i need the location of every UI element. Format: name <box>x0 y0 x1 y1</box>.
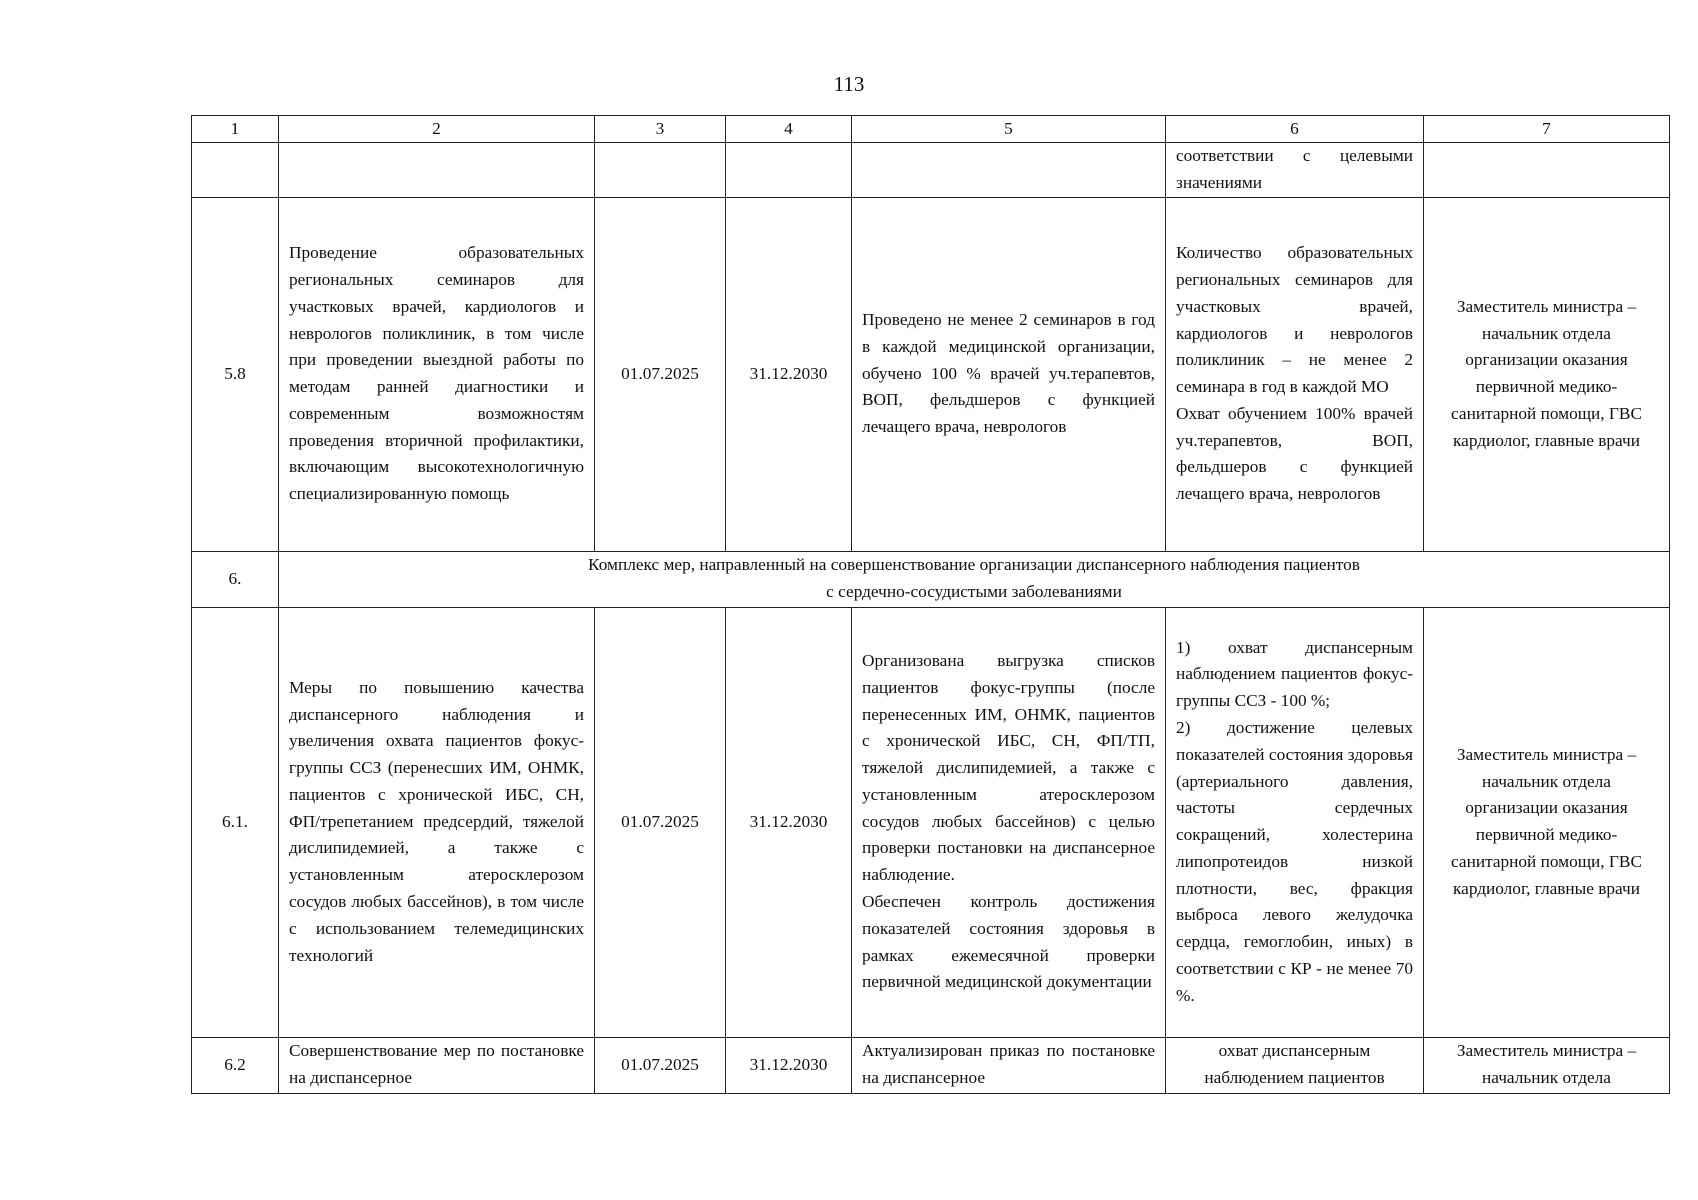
section-title <box>279 551 1670 607</box>
row-number: 6.1. <box>192 607 279 1037</box>
result-cell: Актуализирован приказ по постановке на диспансерное <box>852 1037 1166 1093</box>
table-row <box>192 607 1670 1037</box>
result-cell <box>852 607 1166 1037</box>
indicator-text: Охват обучением 100% врачей уч.терапевтов, ВОП, фельдшеров с функцией лечащего врача, неврологов <box>1176 403 1413 504</box>
column-header: 6 <box>1166 116 1424 143</box>
indicator-text: 2) достижение целевых показателей состояния здоровья (артериального давления, частоты сердечных сокращений, холестерина липопротеидов низкой плотности, вес, фракция выброса левого желудочка сердца, гемоглобин, иных) в соответствии с КР - не менее 70 %. <box>1176 717 1413 1005</box>
start-date: 01.07.2025 <box>595 607 726 1037</box>
responsible-cell <box>1424 1037 1670 1093</box>
start-date: 01.07.2025 <box>595 1037 726 1093</box>
page-number: 113 <box>833 72 865 96</box>
column-header: 5 <box>852 116 1166 143</box>
column-header: 4 <box>726 116 852 143</box>
responsible-cell: Заместитель министра – начальник отдела организации оказания первичной медико-санитарной помощи, ГВС кардиолог, главные врачи <box>1424 607 1670 1037</box>
column-numbers-row <box>192 116 1670 143</box>
section-row <box>192 551 1670 607</box>
activity-cell: Меры по повышению качества диспансерного наблюдения и увеличения охвата пациентов фокус-группы ССЗ (перенесших ИМ, ОНМК, пациентов с хронической ИБС, СН, ФП/трепетанием предсердий, тяжелой дислипидемией, а также с установленным атеросклерозом сосудов любых бассейнов), в том числе с использованием телемедицинских технологий <box>279 607 595 1037</box>
action-plan-table <box>191 115 1670 1094</box>
table-row <box>192 197 1670 551</box>
row-number: 6.2 <box>192 1037 279 1093</box>
result-text: Организована выгрузка списков пациентов фокус-группы (после перенесенных ИМ, ОНМК, пациентов с хронической ИБС, СН, ФП/ТП, тяжелой дислипидемией, а также с установленным атеросклерозом сосудов любых бассейнов) с целью проверки постановки на диспансерное наблюдение. <box>862 650 1155 885</box>
indicator-cell: соответствии с целевыми значениями <box>1166 143 1424 198</box>
continued-row <box>192 143 1670 198</box>
indicator-cell <box>1166 607 1424 1037</box>
column-header: 2 <box>279 116 595 143</box>
responsible-cell: Заместитель министра – начальник отдела организации оказания первичной медико-санитарной помощи, ГВС кардиолог, главные врачи <box>1424 197 1670 551</box>
indicator-text: 1) охват диспансерным наблюдением пациентов фокус-группы ССЗ - 100 %; <box>1176 637 1413 711</box>
end-date: 31.12.2030 <box>726 607 852 1037</box>
indicator-cell <box>1166 197 1424 551</box>
end-date: 31.12.2030 <box>726 1037 852 1093</box>
column-header: 3 <box>595 116 726 143</box>
section-title-line: Комплекс мер, направленный на совершенствование организации диспансерного наблюдения пациентов <box>588 555 1360 575</box>
end-date: 31.12.2030 <box>726 197 852 551</box>
row-number: 5.8 <box>192 197 279 551</box>
activity-cell: Совершенствование мер по постановке на диспансерное <box>279 1037 595 1093</box>
indicator-text: охват диспансерным <box>1218 1041 1371 1061</box>
indicator-text: наблюдением пациентов <box>1204 1068 1385 1088</box>
result-cell: Проведено не менее 2 семинаров в год в каждой медицинской организации, обучено 100 % врачей уч.терапевтов, ВОП, фельдшеров с функцией лечащего врача, неврологов <box>852 197 1166 551</box>
table-row <box>192 1037 1670 1093</box>
section-number: 6. <box>192 551 279 607</box>
column-header: 1 <box>192 116 279 143</box>
indicator-cell <box>1166 1037 1424 1093</box>
responsible-text: Заместитель министра – <box>1456 1041 1637 1061</box>
start-date: 01.07.2025 <box>595 197 726 551</box>
indicator-text: Количество образовательных региональных семинаров для участковых врачей, кардиологов и неврологов поликлиник – не менее 2 семинара в год в каждой МО <box>1176 243 1413 397</box>
responsible-text: начальник отдела <box>1482 1068 1611 1088</box>
column-header: 7 <box>1424 116 1670 143</box>
section-title-line: с сердечно-сосудистыми заболеваниями <box>826 582 1122 602</box>
result-text: Обеспечен контроль достижения показателей состояния здоровья в рамках ежемесячной проверки первичной медицинской документации <box>862 892 1155 992</box>
activity-cell: Проведение образовательных региональных семинаров для участковых врачей, кардиологов и неврологов поликлиник, в том числе при проведении выездной работы по методам ранней диагностики и современным возможностям проведения вторичной профилактики, включающим высокотехнологичную специализированную помощь <box>279 197 595 551</box>
